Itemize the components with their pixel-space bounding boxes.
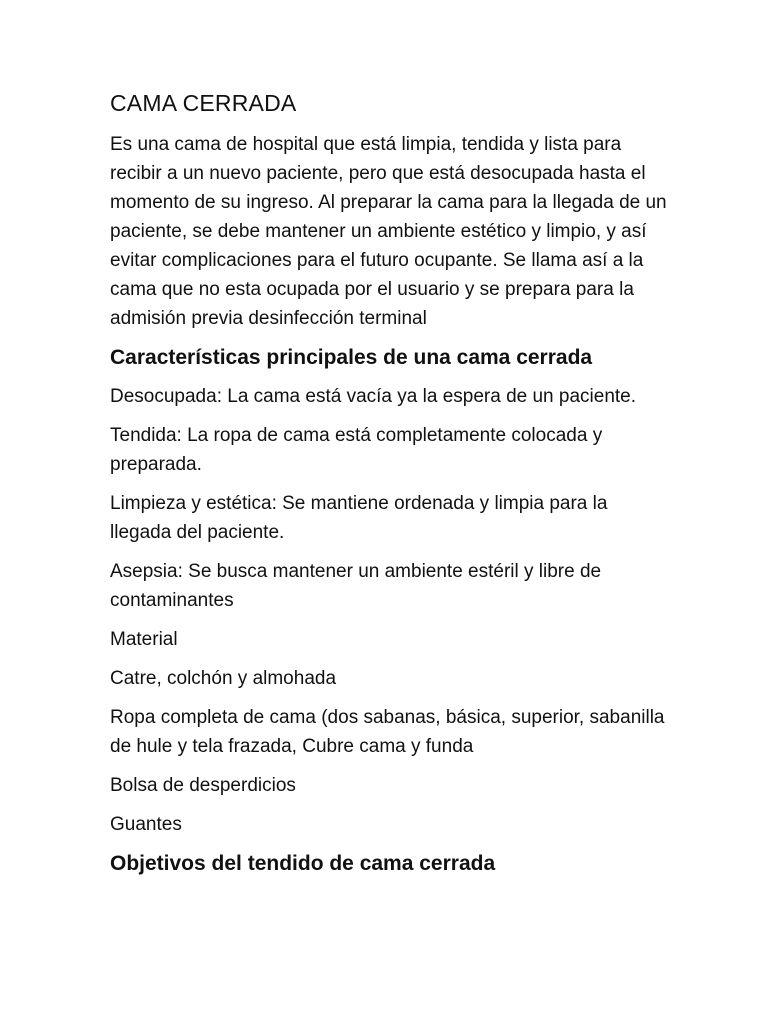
characteristic-item: Limpieza y estética: Se mantiene ordenada y limpia para la llegada del paciente.: [110, 493, 608, 543]
intro-paragraph: Es una cama de hospital que está limpia, tendida y lista para recibir a un nuevo paciente, pero que está desocupada hasta el momento de su ingreso. Al preparar la cama para la llegada de un paciente, se debe mantener un ambiente estético y limpio, y así evitar complicaciones para el futuro ocupante. Se llama así a la cama que no esta ocupada por el usuario y se prepara para la admisión previa desinfección terminal: [110, 134, 667, 329]
characteristic-item: Tendida: La ropa de cama está completamente colocada y preparada.: [110, 425, 603, 475]
section-heading-characteristics: Características principales de una cama cerrada: [110, 346, 593, 369]
material-item: Bolsa de desperdicios: [110, 775, 296, 796]
material-item: Ropa completa de cama (dos sabanas, básica, superior, sabanilla de hule y tela frazada, Cubre cama y funda: [110, 707, 665, 757]
material-label: Material: [110, 629, 178, 650]
material-item: Catre, colchón y almohada: [110, 668, 337, 689]
characteristic-item: Asepsia: Se busca mantener un ambiente estéril y libre de contaminantes: [110, 561, 602, 611]
material-item: Guantes: [110, 814, 182, 835]
characteristic-item: Desocupada: La cama está vacía ya la espera de un paciente.: [110, 386, 637, 407]
document-page: [110, 88, 670, 888]
document-title: CAMA CERRADA: [110, 90, 297, 116]
section-heading-objectives: Objetivos del tendido de cama cerrada: [110, 852, 496, 875]
